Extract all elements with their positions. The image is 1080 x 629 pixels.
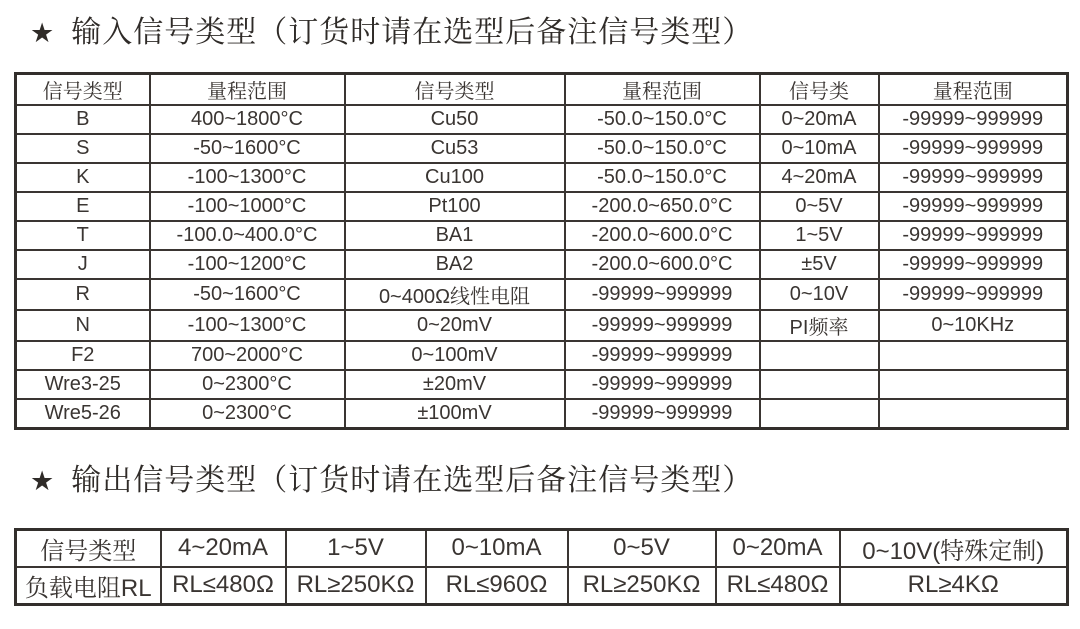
table-cell: RL≥250KΩ	[568, 567, 716, 605]
table-cell: -99999~999999	[879, 221, 1068, 250]
table-cell	[760, 399, 879, 428]
table-cell: -100~1200°C	[150, 250, 345, 279]
table-cell: -50.0~150.0°C	[565, 105, 760, 134]
column-header: 信号类型	[16, 74, 150, 106]
table-cell: 0~100mV	[345, 341, 565, 370]
table-cell: -99999~999999	[879, 279, 1068, 310]
table-cell: 4~20mA	[760, 163, 879, 192]
table-cell: Wre5-26	[16, 399, 150, 428]
table-cell: 0~10V(特殊定制)	[840, 529, 1068, 567]
column-header: 信号类型	[345, 74, 565, 106]
table-cell: 0~20mV	[345, 310, 565, 341]
table-cell: -99999~999999	[879, 163, 1068, 192]
table-cell: T	[16, 221, 150, 250]
table-cell: -200.0~600.0°C	[565, 250, 760, 279]
input-signal-table	[14, 72, 1069, 430]
table-cell: Pt100	[345, 192, 565, 221]
table-cell: RL≥250KΩ	[286, 567, 426, 605]
table-cell: 0~20mA	[760, 105, 879, 134]
table-cell	[760, 370, 879, 399]
table-cell: N	[16, 310, 150, 341]
table-cell: -50~1600°C	[150, 134, 345, 163]
column-header: 量程范围	[150, 74, 345, 106]
table-row	[16, 163, 1068, 192]
table-cell: 信号类型	[16, 529, 161, 567]
table-cell: 负载电阻RL	[16, 567, 161, 605]
table-row	[16, 341, 1068, 370]
input-section-title	[30, 12, 1080, 54]
table-cell: -100~1000°C	[150, 192, 345, 221]
output-title-text: 输出信号类型（订货时请在选型后备注信号类型）	[71, 463, 754, 497]
table-cell	[760, 341, 879, 370]
output-signal-table	[14, 528, 1069, 606]
table-cell: -99999~999999	[565, 279, 760, 310]
table-cell: -200.0~650.0°C	[565, 192, 760, 221]
column-header: 量程范围	[565, 74, 760, 106]
table-cell: -99999~999999	[565, 310, 760, 341]
table-row	[16, 279, 1068, 310]
table-cell: 0~2300°C	[150, 399, 345, 428]
table-cell: 4~20mA	[161, 529, 286, 567]
table-cell: -99999~999999	[565, 370, 760, 399]
table-cell: RL≥4KΩ	[840, 567, 1068, 605]
table-cell: J	[16, 250, 150, 279]
table-cell: 0~10V	[760, 279, 879, 310]
table-row	[16, 529, 1068, 567]
star-icon: ★	[30, 465, 56, 496]
table-row	[16, 134, 1068, 163]
table-cell: -100.0~400.0°C	[150, 221, 345, 250]
table-row	[16, 567, 1068, 605]
table-cell: F2	[16, 341, 150, 370]
table-cell: ±100mV	[345, 399, 565, 428]
table-cell: RL≤480Ω	[716, 567, 840, 605]
table-cell: 0~2300°C	[150, 370, 345, 399]
star-icon: ★	[30, 18, 56, 48]
table-cell: RL≤960Ω	[426, 567, 568, 605]
table-cell: 0~10mA	[760, 134, 879, 163]
header-row	[16, 74, 1068, 106]
column-header: 信号类	[760, 74, 879, 106]
table-cell: Cu50	[345, 105, 565, 134]
table-cell: -100~1300°C	[150, 310, 345, 341]
table-row	[16, 399, 1068, 428]
table-cell: Cu53	[345, 134, 565, 163]
table-cell: 0~400Ω线性电阻	[345, 279, 565, 310]
table-row	[16, 370, 1068, 399]
column-header: 量程范围	[879, 74, 1068, 106]
table-row	[16, 250, 1068, 279]
table-row	[16, 310, 1068, 341]
table-cell	[879, 370, 1068, 399]
table-cell: RL≤480Ω	[161, 567, 286, 605]
table-cell: 0~20mA	[716, 529, 840, 567]
table-cell: Wre3-25	[16, 370, 150, 399]
table-cell: -100~1300°C	[150, 163, 345, 192]
table-cell: -50.0~150.0°C	[565, 163, 760, 192]
table-cell: E	[16, 192, 150, 221]
table-cell: 0~5V	[568, 529, 716, 567]
table-cell: ±20mV	[345, 370, 565, 399]
table-row	[16, 221, 1068, 250]
table-cell: 400~1800°C	[150, 105, 345, 134]
table-cell: -50.0~150.0°C	[565, 134, 760, 163]
table-cell	[879, 399, 1068, 428]
table-row	[16, 192, 1068, 221]
table-cell: -200.0~600.0°C	[565, 221, 760, 250]
table-cell: ±5V	[760, 250, 879, 279]
table-cell: 1~5V	[760, 221, 879, 250]
table-cell: 0~5V	[760, 192, 879, 221]
table-cell: K	[16, 163, 150, 192]
table-cell: -99999~999999	[879, 192, 1068, 221]
table-cell: BA1	[345, 221, 565, 250]
table-cell: R	[16, 279, 150, 310]
table-cell: 0~10mA	[426, 529, 568, 567]
table-cell: -99999~999999	[565, 341, 760, 370]
table-cell: -99999~999999	[879, 250, 1068, 279]
table-cell: -99999~999999	[565, 399, 760, 428]
output-section-title	[30, 460, 1080, 502]
table-cell: BA2	[345, 250, 565, 279]
table-cell: -50~1600°C	[150, 279, 345, 310]
table-cell: 1~5V	[286, 529, 426, 567]
table-cell: 700~2000°C	[150, 341, 345, 370]
table-cell: PI频率	[760, 310, 879, 341]
table-cell: -99999~999999	[879, 105, 1068, 134]
table-row	[16, 105, 1068, 134]
table-cell	[879, 341, 1068, 370]
table-cell: B	[16, 105, 150, 134]
table-cell: S	[16, 134, 150, 163]
table-cell: -99999~999999	[879, 134, 1068, 163]
table-cell: 0~10KHz	[879, 310, 1068, 341]
table-cell: Cu100	[345, 163, 565, 192]
input-title-text: 输入信号类型（订货时请在选型后备注信号类型）	[71, 16, 754, 49]
